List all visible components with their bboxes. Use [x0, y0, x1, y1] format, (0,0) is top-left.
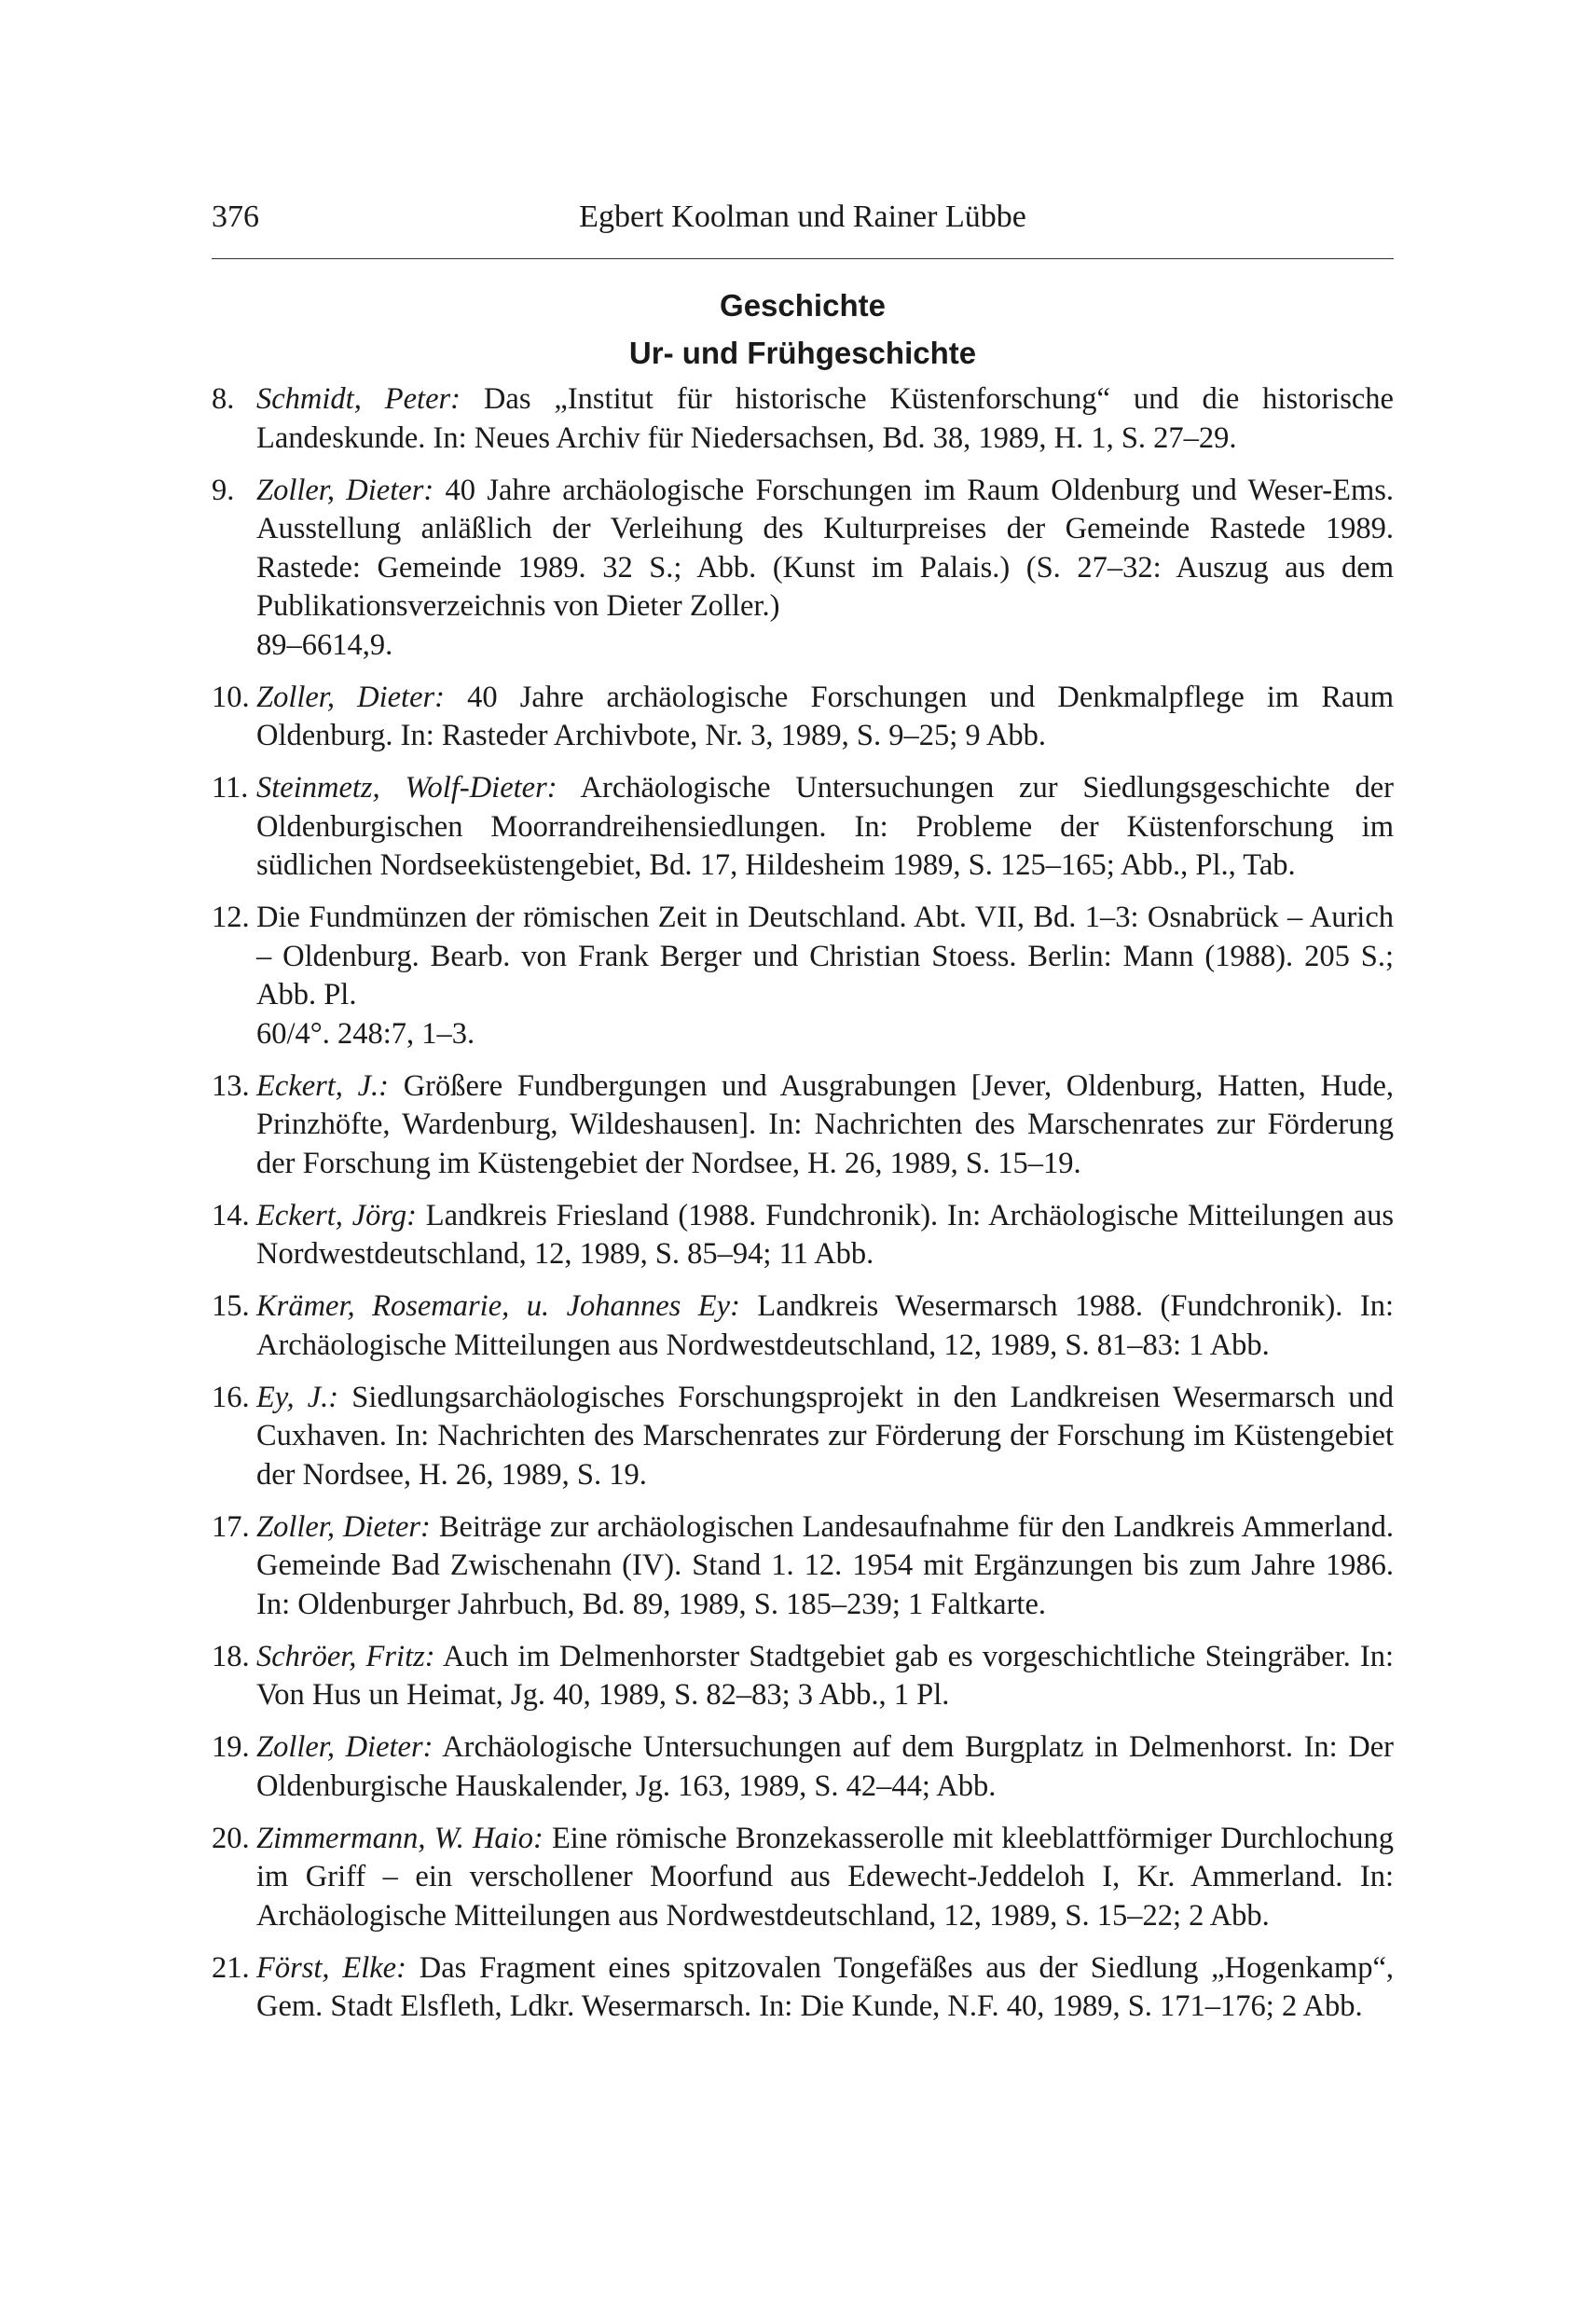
entry-shelfmark: 89–6614,9.	[256, 627, 393, 662]
entry-text: Auch im Delmenhorster Stadtgebiet gab es vorgeschichtliche Steingräber. In: Von Hus un Heimat, Jg. 40, 1989, S. 82–83; 3 Abb., 1 Pl.	[256, 1639, 1394, 1712]
section-subtitle: Ur- und Frühgeschichte	[628, 336, 977, 370]
entry-author: Schröer, Fritz:	[256, 1639, 435, 1673]
entry-author: Schmidt, Peter:	[256, 382, 461, 416]
entry-text: Siedlungsarchäologisches Forschungsprojekt in den Landkreisen Wesermarsch und Cuxhaven. In: Nachrichten des Marschenrates zur Förderung der Forschung im Küstengebiet der Nordsee, H. 26, 1989, S. 19.	[256, 1380, 1394, 1492]
entry-text: Das Fragment eines spitzovalen Tongefäßes aus der Siedlung „Hogenkamp“, Gem. Stadt Elsfleth, Ldkr. Wesermarsch. In: Die Kunde, N.F. 40, 1989, S. 171–176; 2 Abb.	[256, 1950, 1394, 2023]
entry-text: Landkreis Wesermarsch 1988. (Fundchronik). In: Archäologische Mitteilungen aus Nordwestdeutschland, 12, 1989, S. 81–83: 1 Abb.	[256, 1289, 1394, 1362]
entry-text: Größere Fundbergungen und Ausgrabungen [Jever, Oldenburg, Hatten, Hude, Prinzhöfte, Wardenburg, Wildeshausen]. In: Nachrichten des Marschenrates zur Förderung der Forschung im Küstengebiet der Nordsee, H. 26, 1989, S. 15–19.	[256, 1068, 1395, 1180]
bibliography-entry	[212, 769, 1394, 886]
entry-text: Die Fundmünzen der römischen Zeit in Deutschland. Abt. VII, Bd. 1–3: Osnabrück – Aurich – Oldenburg. Bearb. von Frank Berger und Christian Stoess. Berlin: Mann (1988). 205 S.; Abb. Pl.	[256, 901, 1394, 1012]
bibliography-entry	[212, 1949, 1394, 2027]
entry-text: Beiträge zur archäologischen Landesaufnahme für den Landkreis Ammerland. Gemeinde Bad Zwischenahn (IV). Stand 1. 12. 1954 mit Ergänzungen bis zum Jahre 1986. In: Oldenburger Jahrbuch, Bd. 89, 1989, S. 185–239; 1 Faltkarte.	[256, 1509, 1394, 1621]
entry-author: Zoller, Dieter:	[256, 1730, 433, 1764]
entry-author: Krämer, Rosemarie, u. Johannes Ey:	[256, 1289, 740, 1323]
bibliography-list	[212, 380, 1394, 2040]
entry-number: 10.	[212, 680, 250, 714]
entry-number: 15.	[212, 1289, 250, 1323]
entry-author: Zoller, Dieter:	[256, 680, 445, 714]
bibliography-entry	[212, 1820, 1394, 1936]
entry-shelfmark: 60/4°. 248:7, 1–3.	[256, 1016, 475, 1051]
entry-text: Eine römische Bronzekasserolle mit kleeblattförmiger Durchlochung im Griff – ein verschollener Moorfund aus Edewecht-Jeddeloh I, Kr. Ammerland. In: Archäologische Mitteilungen aus Nordwestdeutschland, 12, 1989, S. 15–22; 2 Abb.	[256, 1821, 1394, 1933]
entry-author: Ey, J.:	[256, 1380, 339, 1414]
entry-number: 20.	[212, 1821, 250, 1855]
header-rule	[212, 258, 1394, 259]
entry-author: Zoller, Dieter:	[256, 473, 434, 507]
entry-number: 9.	[212, 473, 235, 507]
running-title: Egbert Koolman und Rainer Lübbe	[579, 200, 1026, 234]
bibliography-entry	[212, 1728, 1394, 1806]
entry-author: Zoller, Dieter:	[256, 1509, 431, 1544]
bibliography-entry	[212, 1379, 1394, 1495]
entry-text: 40 Jahre archäologische Forschungen im Raum Oldenburg und Weser-Ems. Ausstellung anläßlich der Verleihung des Kulturpreises der Gemeinde Rastede 1989. Rastede: Gemeinde 1989. 32 S.; Abb. (Kunst im Palais.) (S. 27–32: Auszug aus dem Publikationsverzeichnis von Dieter Zoller.)	[256, 473, 1394, 623]
entry-author: Eckert, J.:	[256, 1068, 390, 1103]
entry-number: 8.	[212, 382, 235, 416]
entry-number: 18.	[212, 1639, 250, 1673]
entry-author: Först, Elke:	[256, 1950, 406, 1985]
entry-number: 21.	[212, 1950, 250, 1985]
entry-number: 14.	[212, 1198, 250, 1232]
entry-number: 16.	[212, 1380, 250, 1414]
entry-number: 12.	[212, 901, 250, 934]
entry-text: Archäologische Untersuchungen auf dem Burgplatz in Delmenhorst. In: Der Oldenburgische Hauskalender, Jg. 163, 1989, S. 42–44; Abb.	[256, 1730, 1394, 1803]
entry-text: 40 Jahre archäologische Forschungen und Denkmalpflege im Raum Oldenburg. In: Rasteder Archivbote, Nr. 3, 1989, S. 9–25; 9 Abb.	[256, 680, 1394, 752]
bibliography-entry	[212, 679, 1394, 756]
page-number: 376	[212, 200, 259, 234]
entry-author: Steinmetz, Wolf-Dieter:	[256, 771, 557, 805]
bibliography-entry	[212, 1287, 1394, 1365]
entry-author: Eckert, Jörg:	[256, 1198, 417, 1232]
entry-number: 19.	[212, 1730, 250, 1764]
section-title: Geschichte	[720, 288, 886, 323]
entry-text: Archäologische Untersuchungen zur Siedlungsgeschichte der Oldenburgischen Moorrandreihensiedlungen. In: Probleme der Küstenforschung im südlichen Nordseeküstengebiet, Bd. 17, Hildesheim 1989, S. 125–165; Abb., Pl., Tab.	[256, 771, 1394, 882]
bibliography-entry	[212, 380, 1394, 458]
running-head	[212, 194, 1394, 241]
bibliography-entry	[212, 472, 1394, 666]
bibliography-entry	[212, 1067, 1394, 1184]
bibliography-entry	[212, 1638, 1394, 1715]
entry-text: Landkreis Friesland (1988. Fundchronik). In: Archäologische Mitteilungen aus Nordwestdeutschland, 12, 1989, S. 85–94; 11 Abb.	[256, 1198, 1394, 1271]
entry-number: 17.	[212, 1509, 250, 1544]
entry-text: Das „Institut für historische Küstenforschung“ und die historische Landeskunde. In: Neues Archiv für Niedersachsen, Bd. 38, 1989, H. 1, S. 27–29.	[256, 382, 1394, 455]
entry-author: Zimmermann, W. Haio:	[256, 1821, 543, 1855]
bibliography-entry	[212, 899, 1394, 1053]
entry-number: 13.	[212, 1068, 250, 1103]
entry-number: 11.	[212, 771, 249, 805]
bibliography-entry	[212, 1508, 1394, 1625]
bibliography-entry	[212, 1197, 1394, 1274]
